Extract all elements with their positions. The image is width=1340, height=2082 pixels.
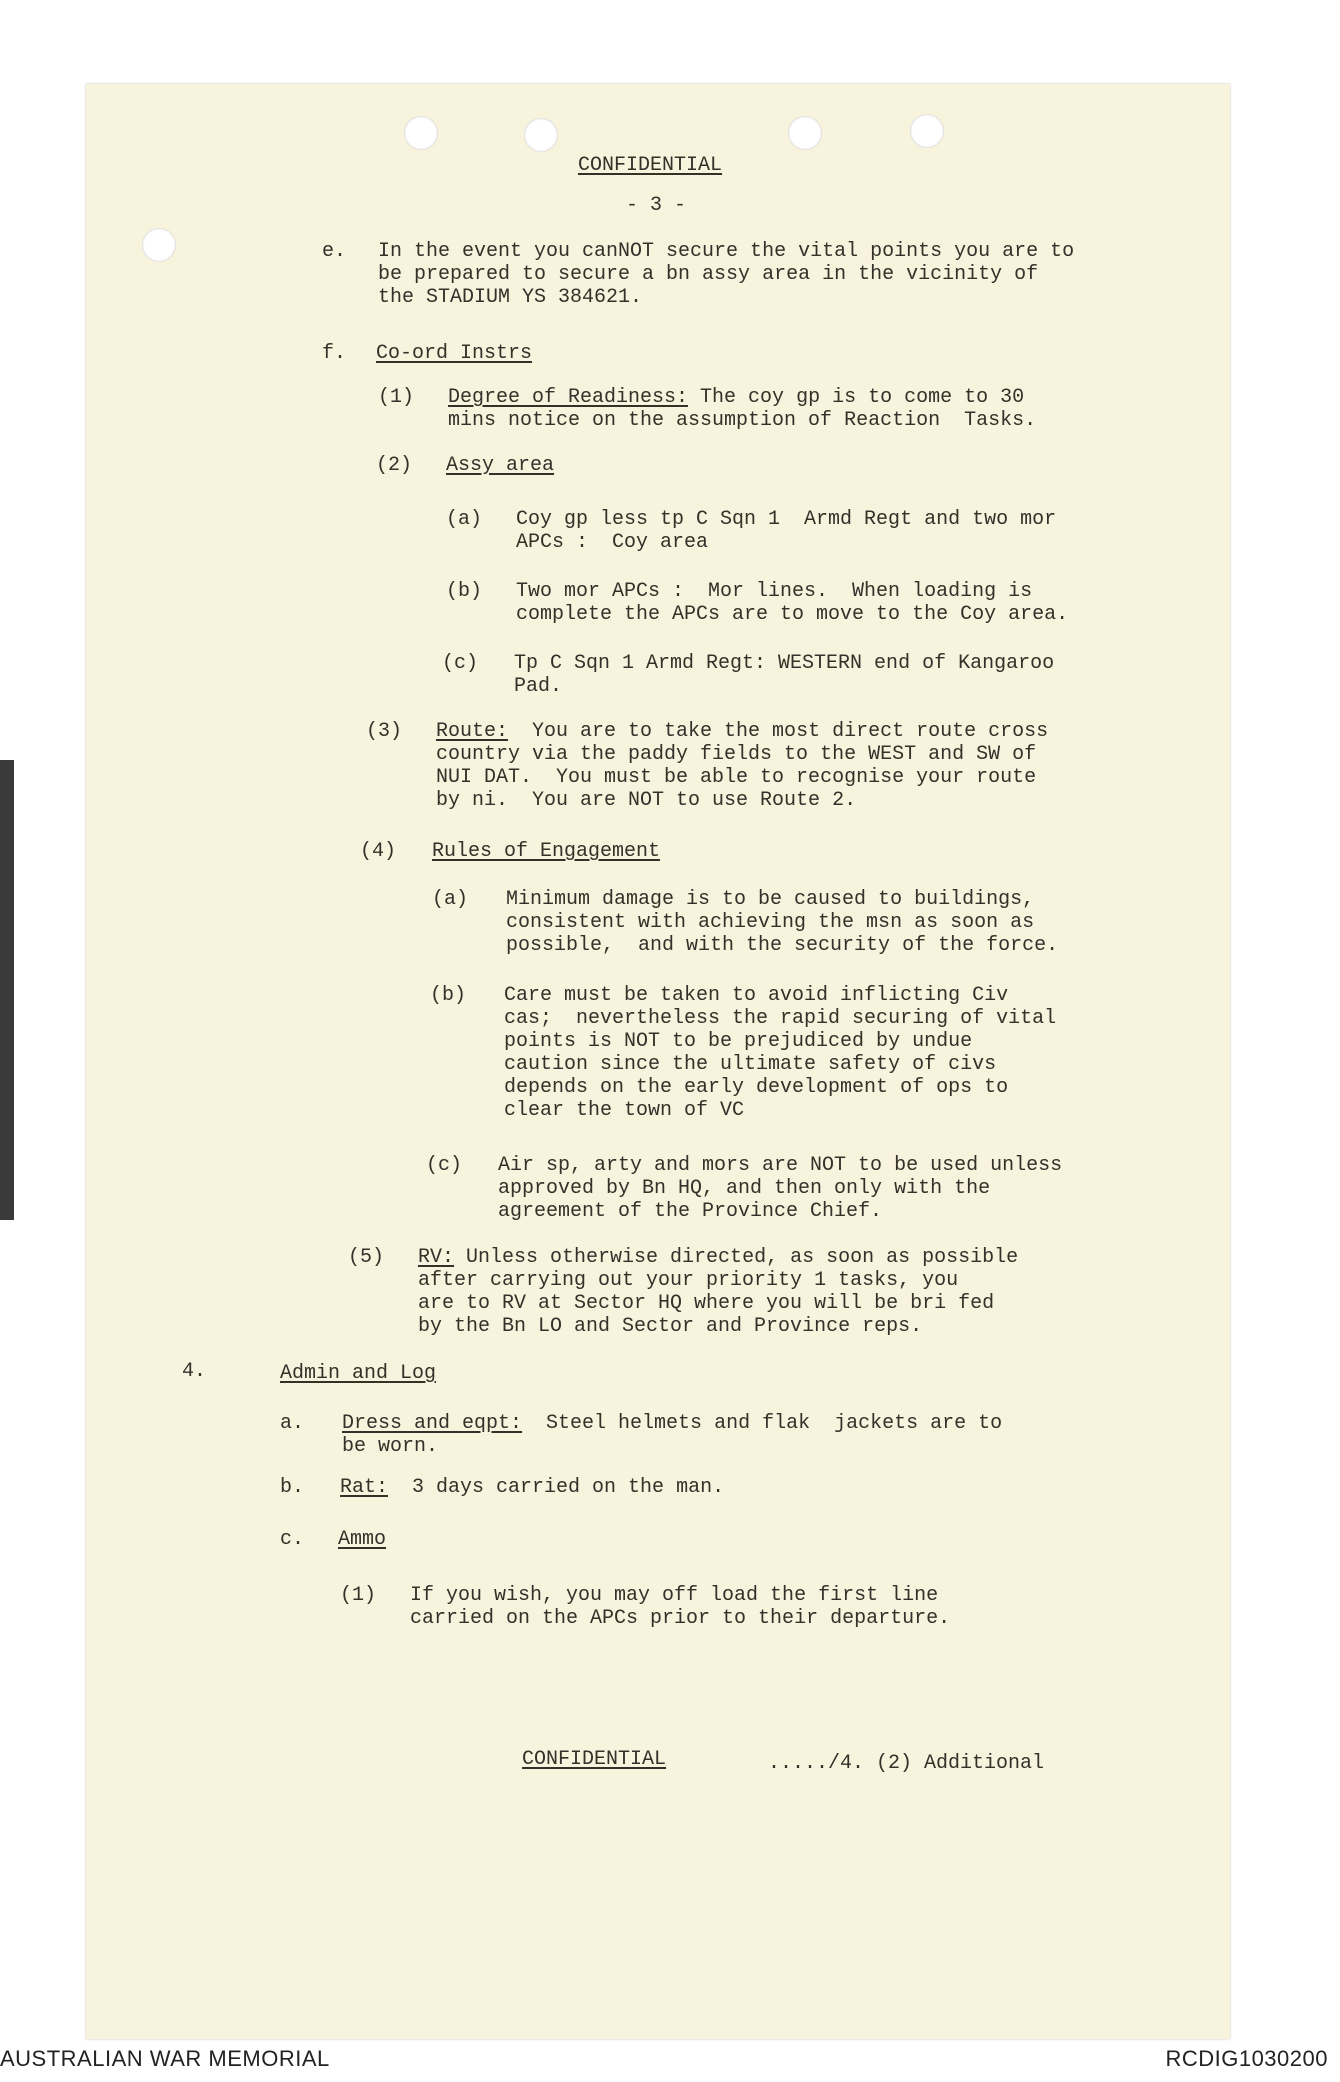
rat-text: Rat: 3 days carried on the man. [340,1476,725,1499]
para-label-a: a. [280,1412,305,1435]
item-number: (1) [340,1584,377,1607]
sub-item-number: (c) [426,1154,463,1177]
para-label-f: f. [322,342,347,365]
archive-credit: AUSTRALIAN WAR MEMORIAL [0,2046,330,2071]
item-number: (4) [360,840,397,863]
roe-a-text: Minimum damage is to be caused to buildings, consistent with achieving the msn as soon as possible, and with the security of the force. [506,888,1059,957]
punch-hole [524,118,558,152]
rv-text: RV: Unless otherwise directed, as soon as possible after carrying out your priority 1 tasks, you are to RV at Sector HQ where you will be bri fed by the Bn LO and Sector and Province reps. [418,1246,1019,1338]
sub-item-number: (c) [442,652,479,675]
degree-of-readiness-text: Degree of Readiness: The coy gp is to come to 30 mins notice on the assumption of Reaction Tasks. [448,386,1037,432]
para-label-b: b. [280,1476,305,1499]
ammo-heading: Ammo [338,1528,387,1551]
item-number: (3) [366,720,403,743]
rules-of-engagement-heading: Rules of Engagement [432,840,661,863]
assy-area-c-text: Tp C Sqn 1 Armd Regt: WESTERN end of Kangaroo Pad. [514,652,1055,698]
assy-area-heading: Assy area [446,454,555,477]
admin-and-log-heading: Admin and Log [280,1362,437,1385]
assy-area-b-text: Two mor APCs : Mor lines. When loading is complete the APCs are to move to the Coy area. [516,580,1069,626]
page-number: - 3 - [626,194,687,217]
classification-header: CONFIDENTIAL [578,154,723,177]
scan-edge-shadow [0,760,14,1220]
dress-and-eqpt-text: Dress and eqpt: Steel helmets and flak jackets are to be worn. [342,1412,1003,1458]
document-page [86,84,1230,2039]
sub-item-number: (a) [446,508,483,531]
punch-hole [404,116,438,150]
route-text: Route: You are to take the most direct route cross country via the paddy fields to the WEST and SW of NUI DAT. You must be able to recognise your route by ni. You are NOT to use Route 2. [436,720,1049,812]
para-label-c: c. [280,1528,305,1551]
section-number: 4. [182,1360,207,1383]
archive-reference: RCDIG1030200 [1165,2046,1328,2071]
item-number: (5) [348,1246,385,1269]
punch-hole [910,114,944,148]
item-number: (1) [378,386,415,409]
para-f-heading: Co-ord Instrs [376,342,533,365]
para-e-text: In the event you canNOT secure the vital points you are to be prepared to secure a bn assy area in the vicinity of the STADIUM YS 384621. [378,240,1075,309]
roe-b-text: Care must be taken to avoid inflicting Civ cas; nevertheless the rapid securing of vital points is NOT to be prejudiced by undue caution since the ultimate safety of civs depends on the early development of ops to clear the town of VC [504,984,1057,1122]
para-label-e: e. [322,240,347,263]
punch-hole [788,116,822,150]
continuation-note: ...../4. (2) Additional [768,1752,1045,1775]
ammo-1-text: If you wish, you may off load the first line carried on the APCs prior to their departure. [410,1584,951,1630]
assy-area-a-text: Coy gp less tp C Sqn 1 Armd Regt and two mor APCs : Coy area [516,508,1057,554]
sub-item-number: (b) [446,580,483,603]
roe-c-text: Air sp, arty and mors are NOT to be used unless approved by Bn HQ, and then only with the agreement of the Province Chief. [498,1154,1063,1223]
punch-hole [142,228,176,262]
sub-item-number: (a) [432,888,469,911]
item-number: (2) [376,454,413,477]
classification-footer: CONFIDENTIAL [522,1748,667,1771]
sub-item-number: (b) [430,984,467,1007]
